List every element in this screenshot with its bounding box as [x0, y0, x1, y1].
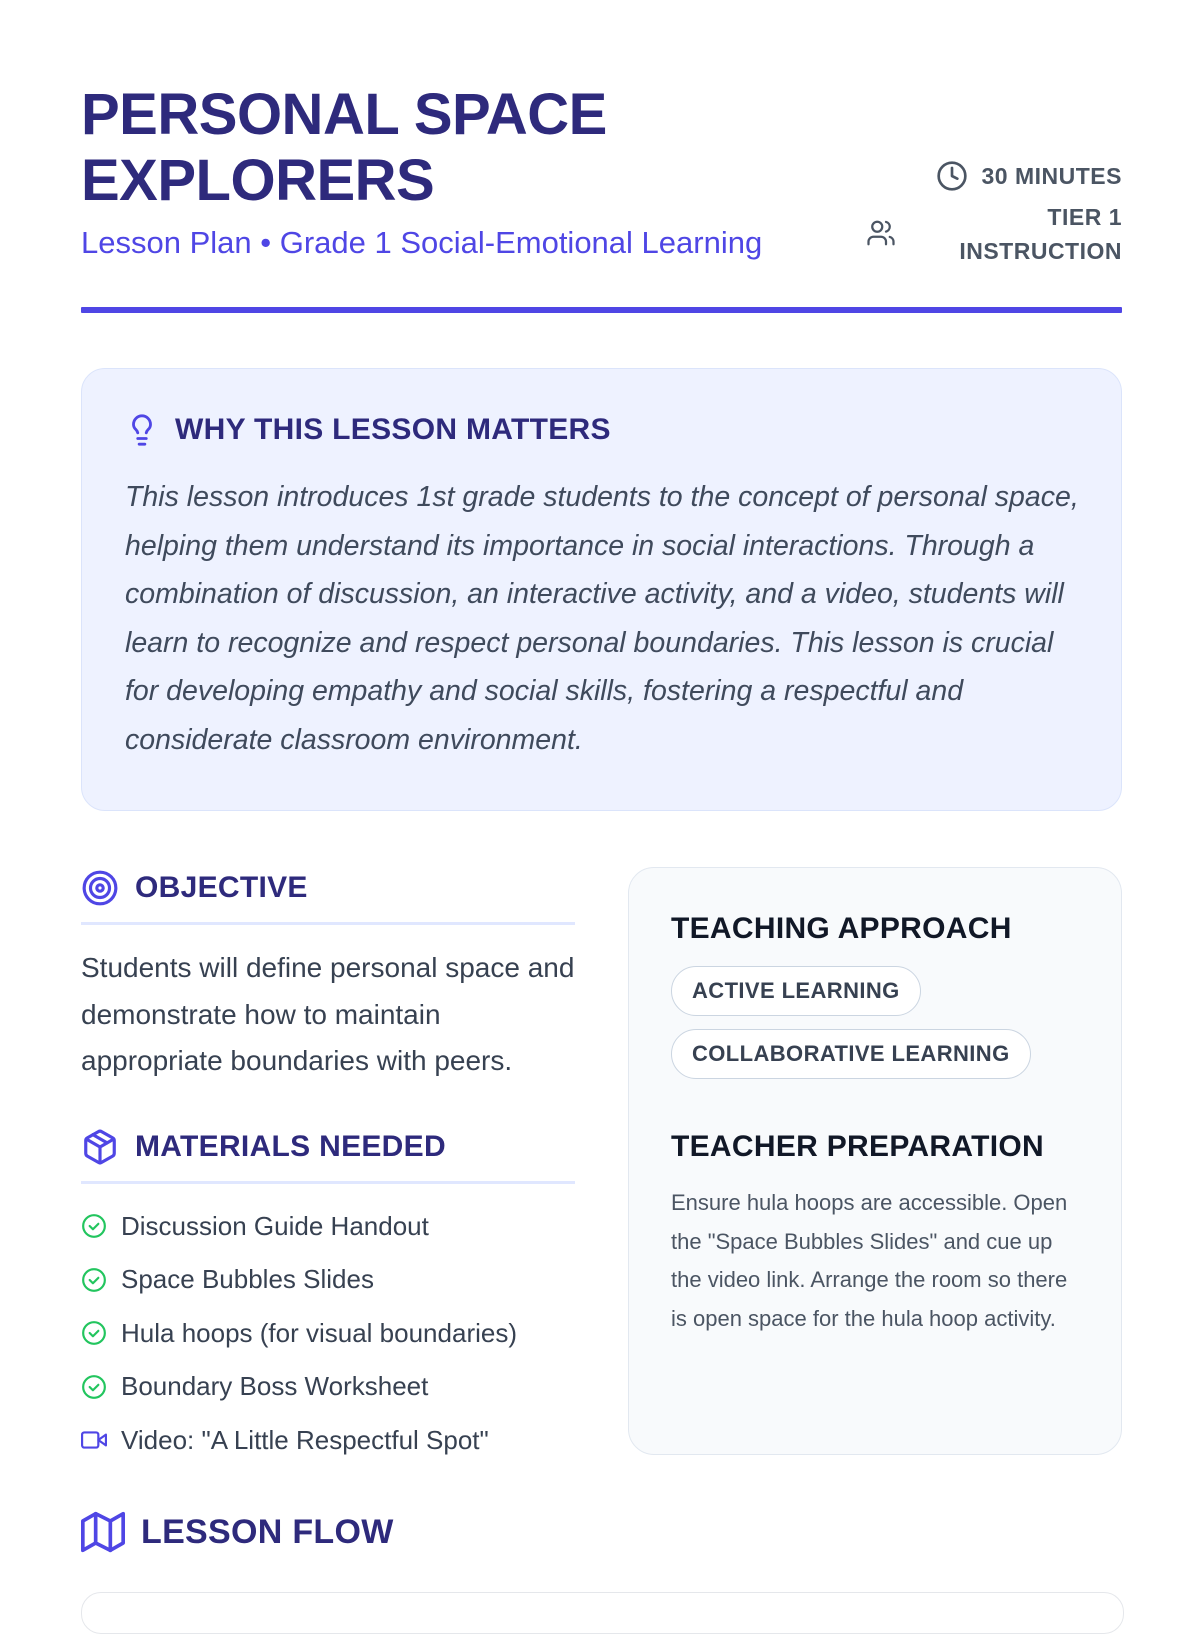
title-line-1: PERSONAL SPACE — [81, 82, 607, 147]
materials-list — [81, 1200, 575, 1468]
clock-icon — [936, 160, 968, 192]
lightbulb-icon — [125, 410, 159, 450]
users-icon — [866, 218, 896, 248]
material-label: Discussion Guide Handout — [121, 1210, 429, 1241]
lesson-meta — [852, 158, 1122, 268]
material-label: Hula hoops (for visual boundaries) — [121, 1317, 517, 1348]
approach-tag: COLLABORATIVE LEARNING — [671, 1029, 1031, 1079]
check-circle-icon — [81, 1267, 107, 1293]
target-icon — [81, 869, 119, 907]
material-item — [81, 1360, 575, 1414]
why-heading-row — [125, 409, 1079, 451]
tier-meta — [852, 200, 1122, 268]
objective-text: Students will define personal space and demonstrate how to maintain appropriate boundaries with peers. — [81, 952, 575, 1076]
approach-preparation-card — [628, 867, 1122, 1455]
page-subtitle: Lesson Plan • Grade 1 Social-Emotional Learning — [81, 225, 763, 260]
check-circle-icon — [81, 1374, 107, 1400]
package-icon — [81, 1128, 119, 1166]
objective-heading — [81, 866, 575, 925]
teacher-preparation-title: TEACHER PREPARATION — [671, 1130, 1044, 1163]
teaching-approach-title: TEACHING APPROACH — [671, 912, 1012, 945]
map-icon — [81, 1510, 125, 1554]
approach-tag: ACTIVE LEARNING — [671, 966, 921, 1016]
why-title: WHY THIS LESSON MATTERS — [175, 413, 611, 446]
lesson-flow-title: LESSON FLOW — [141, 1512, 394, 1551]
tier-label: TIER 1 INSTRUCTION — [959, 204, 1122, 264]
material-item — [81, 1414, 575, 1468]
duration-meta — [852, 158, 1122, 194]
page-header — [81, 82, 1122, 264]
materials-section — [81, 1125, 575, 1468]
lesson-flow-heading — [81, 1510, 394, 1554]
objective-materials-column — [81, 866, 575, 1467]
duration-label: 30 MINUTES — [981, 162, 1122, 189]
why-lesson-matters-card — [81, 368, 1122, 811]
lesson-flow-card — [81, 1592, 1124, 1634]
check-circle-icon — [81, 1213, 107, 1239]
material-item — [81, 1253, 575, 1307]
why-description: This lesson introduces 1st grade students to the concept of personal space, helping them understand its importance in social interactions. Through a combination of discussion, an interactive activity, and a video, students will learn to recognize and respect personal boundaries. This lesson is crucial for developing empathy and social skills, fostering a respectful and considerate classroom environment. — [125, 481, 1079, 756]
material-item — [81, 1200, 575, 1254]
materials-heading — [81, 1125, 575, 1184]
material-label: Video: "A Little Respectful Spot" — [121, 1424, 489, 1455]
title-line-2: EXPLORERS — [81, 148, 435, 213]
video-icon — [81, 1427, 107, 1453]
material-label: Boundary Boss Worksheet — [121, 1371, 429, 1402]
teacher-preparation-text: Ensure hula hoops are accessible. Open the "Space Bubbles Slides" and cue up the video link. Arrange the room so there is open space for the hula hoop activity. — [671, 1190, 1068, 1331]
approach-tags — [671, 966, 1081, 1092]
materials-title: MATERIALS NEEDED — [135, 1129, 446, 1163]
objective-title: OBJECTIVE — [135, 871, 308, 904]
material-label: Space Bubbles Slides — [121, 1264, 374, 1295]
header-divider — [81, 307, 1122, 313]
material-item — [81, 1307, 575, 1361]
check-circle-icon — [81, 1320, 107, 1346]
